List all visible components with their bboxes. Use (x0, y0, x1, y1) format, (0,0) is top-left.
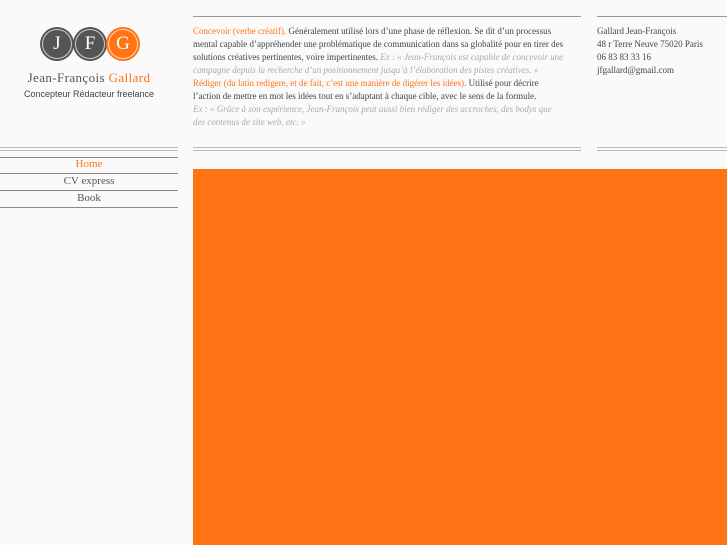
intro-text (193, 25, 565, 129)
contact-name: Gallard Jean-François (597, 26, 677, 36)
contact-address: 48 r Terre Neuve 75020 Paris (597, 39, 703, 49)
first-name: Jean-François (27, 70, 105, 85)
last-name: Gallard (108, 70, 151, 85)
nav-item-cv-express[interactable]: CV express (0, 174, 178, 191)
concevoir-example: Ex : « Jean-François est capable de concevoir une campagne depuis la recherche d’un positionnement jusqu’à l’élaboration des pistes créatives. » (193, 52, 564, 75)
main-content-panel (193, 169, 727, 545)
logo-circle-g: G (106, 27, 140, 61)
divider-middle (193, 147, 581, 151)
logo-circle-j: J (40, 27, 74, 61)
rediger-example-paragraph (193, 103, 565, 129)
divider-left (0, 147, 178, 151)
rediger-example: Ex : « Grâce à son expérience, Jean-François peut aussi bien rédiger des accroches, des bodys que des contenus de site web, etc. » (193, 104, 552, 127)
contact-phone: 06 83 83 33 16 (597, 52, 651, 62)
top-rule-middle (193, 16, 581, 17)
site-name (0, 70, 178, 86)
rediger-definition: Utilisé pour décrire l’action de mettre en mot les idées tout en s’adaptant à chaque cible, avec le sens de la formule. (193, 78, 539, 101)
site-subtitle: Concepteur Rédacteur freelance (23, 89, 155, 99)
nav-item-book[interactable]: Book (0, 191, 178, 208)
logo-circle-f: F (73, 27, 107, 61)
contact-block (597, 25, 725, 77)
concevoir-term: Concevoir (verbe créatif). (193, 26, 287, 36)
contact-email[interactable]: jfgallard@gmail.com (597, 65, 675, 75)
concevoir-definition: Généralement utilisé lors d’une phase de réflexion. Se dit d’un processus mental capable d’appréhender une problématique de communication dans sa globalité pour en tirer des solutions créatives pertinentes, voire impertinentes. (193, 26, 564, 62)
main-nav (0, 157, 178, 208)
top-rule-right (597, 16, 727, 17)
rediger-term: Rédiger (du latin redigere, et de fait, c’est une manière de digérer les idées). (193, 78, 467, 88)
concevoir-paragraph (193, 25, 565, 77)
logo (40, 27, 140, 63)
divider-right (597, 147, 727, 151)
rediger-paragraph (193, 77, 565, 103)
nav-item-home[interactable]: Home (0, 157, 178, 174)
